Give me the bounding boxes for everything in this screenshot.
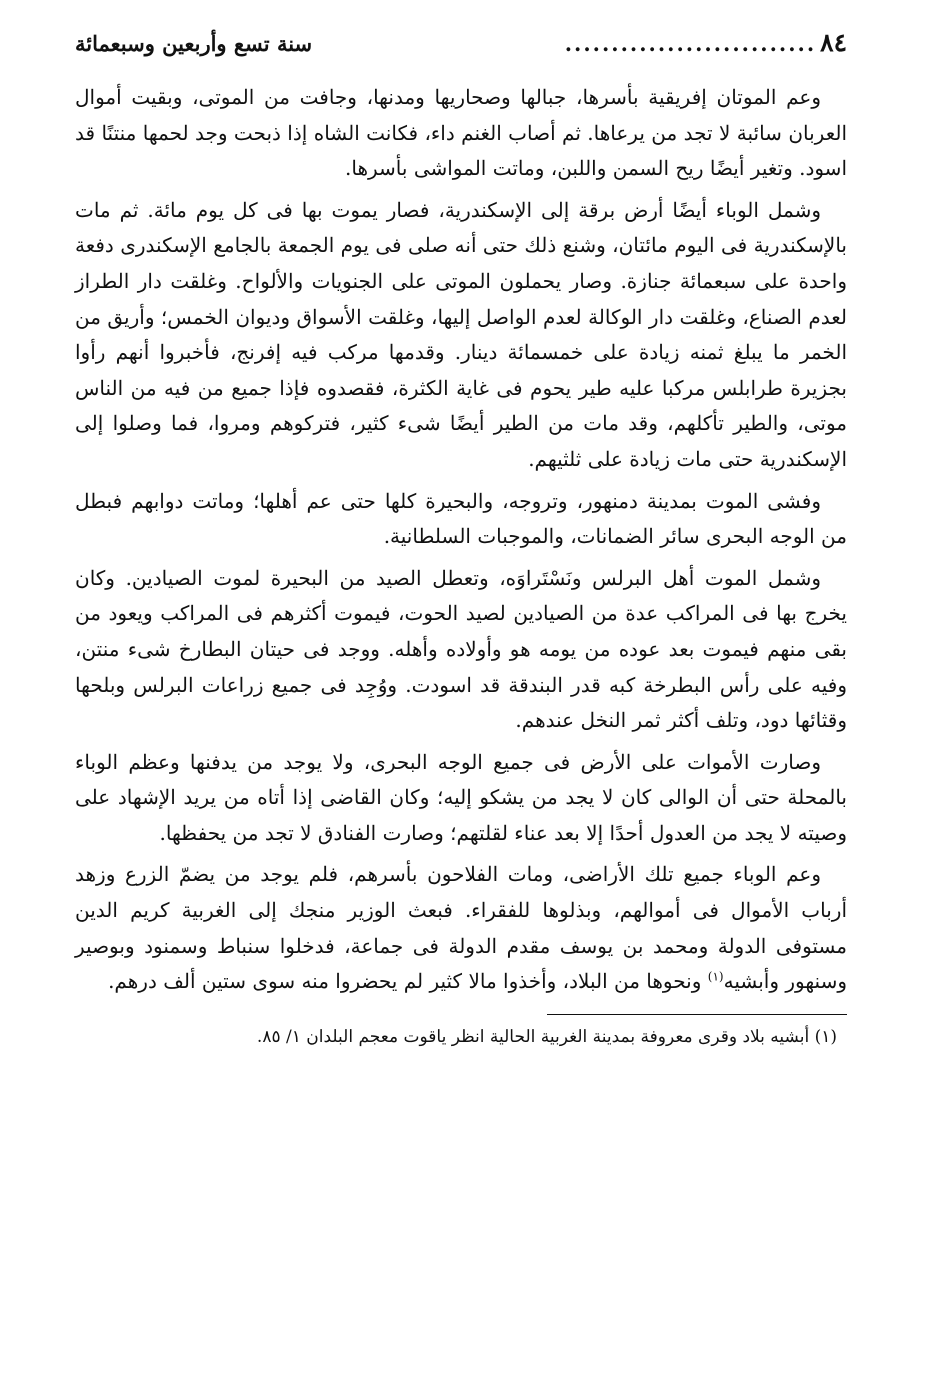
footnote: (١) أبشيه بلاد وقرى معروفة بمدينة الغربية الحالية انظر ياقوت معجم البلدان ١/ ٨٥. — [256, 1026, 837, 1047]
running-title: سنة تسع وأربعين وسبعمائة — [75, 31, 313, 56]
book-page — [75, 28, 847, 1051]
page-number: ٨٤ — [820, 28, 847, 57]
footnote-reference: (١) — [707, 969, 724, 984]
paragraph-1: وعم الموتان إفريقية بأسرها، جبالها وصحاريها ومدنها، وجافت من الموتى، وبقيت أموال العربان سائبة لا تجد من يرعاها. ثم أصاب الغنم داء، فكانت الشاه إذا ذبحت وجد لحمها منتنًا قد اسود. وتغير أيضًا ريح السمن واللبن، وماتت المواشى بأسرها. — [75, 85, 848, 181]
paragraph-6-text-end: ونحوها من البلاد، وأخذوا مالا كثير لم يحضروا منه سوى ستين ألف درهم. — [108, 969, 708, 994]
paragraph-4: وشمل الموت أهل البرلس ونَسْتَراوَه، وتعطل الصيد من البحيرة لموت الصيادين. وكان يخرج بها فى المراكب عدة من الصيادين لصيد الحوت، فيموت أكثرهم فى المراكب ويعود من بقى منهم فيموت بعد عوده من يومه هو وأولاده وأهله. ووجد فى حيتان البطارخ شىء منتن، وفيه على رأس البطرخة كبه قدر البندقة قد اسودت. ووُجِد فى جميع زراعات البرلس وبلحها وقثائها دود، وتلف أكثر ثمر النخل عندهم. — [75, 565, 847, 733]
paragraph-5: وصارت الأموات على الأرض فى جميع الوجه البحرى، ولا يوجد من يدفنها وعظم الوباء بالمحلة حتى أن الوالى كان لا يجد من يشكو إليه؛ وكان القاضى إذا أتاه من يريد الإشهاد على وصيته لا يجد من العدول أحدًا إلا بعد عناء لقلتهم؛ وصارت الفنادق لا تجد من يحفظها. — [75, 749, 847, 845]
paragraph-2: وشمل الوباء أيضًا أرض برقة إلى الإسكندرية، فصار يموت بها فى كل يوم مائة. ثم مات بالإسكندرية فى اليوم مائتان، وشنع ذلك حتى أنه صلى فى يوم الجمعة بالجامع الإسكندرى دفعة واحدة على سبعمائة جنازة. وصار يحملون الموتى على الجنويات والألواح. وغلقت دار الطراز لعدم الصناع، وغلقت دار الوكالة لعدم الواصل إليها، وغلقت الأسواق وديوان الخمس؛ وأريق من الخمر ما يبلغ ثمنه زيادة على خمسمائة دينار. وقدمها مركب فيه إفرنج، فأخبروا أنهم رأوا بجزيرة طرابلس مركبا عليه طير يحوم فى غاية الكثرة، فقصدوه فإذا جميع من فيه من الناس موتى، والطير تأكلهم، وقد مات من الطير أيضًا شىء كثير، فتركوهم ومروا، فما وصلوا إلى الإسكندرية حتى مات زيادة على ثلثيهم. — [75, 197, 847, 471]
body-text — [75, 80, 847, 1000]
paragraph-6 — [75, 857, 847, 999]
paragraph-3: وفشى الموت بمدينة دمنهور، وتروجه، والبحيرة كلها حتى عم أهلها؛ وماتت دوابهم فبطل من الوجه البحرى سائر الضمانات، والموجبات السلطانية. — [75, 488, 847, 549]
header-leader-dots: ........................... — [564, 31, 817, 56]
footnote-divider — [547, 1014, 847, 1015]
running-header — [75, 28, 847, 60]
paragraph-6-text-start: وعم الوباء جميع تلك الأراضى، ومات الفلاحون بأسرهم، فلم يوجد من يضمّ الزرع وزهد أرباب الأموال فى أموالهم، وبذلوها للفقراء. فبعث الوزير منجك إلى الغربية كريم الدين مستوفى الدولة ومحمد بن يوسف مقدم الدولة فى جماعة، فدخلوا سنباط وسمنود وبوصير وسنهور وأبشيه — [75, 862, 847, 994]
